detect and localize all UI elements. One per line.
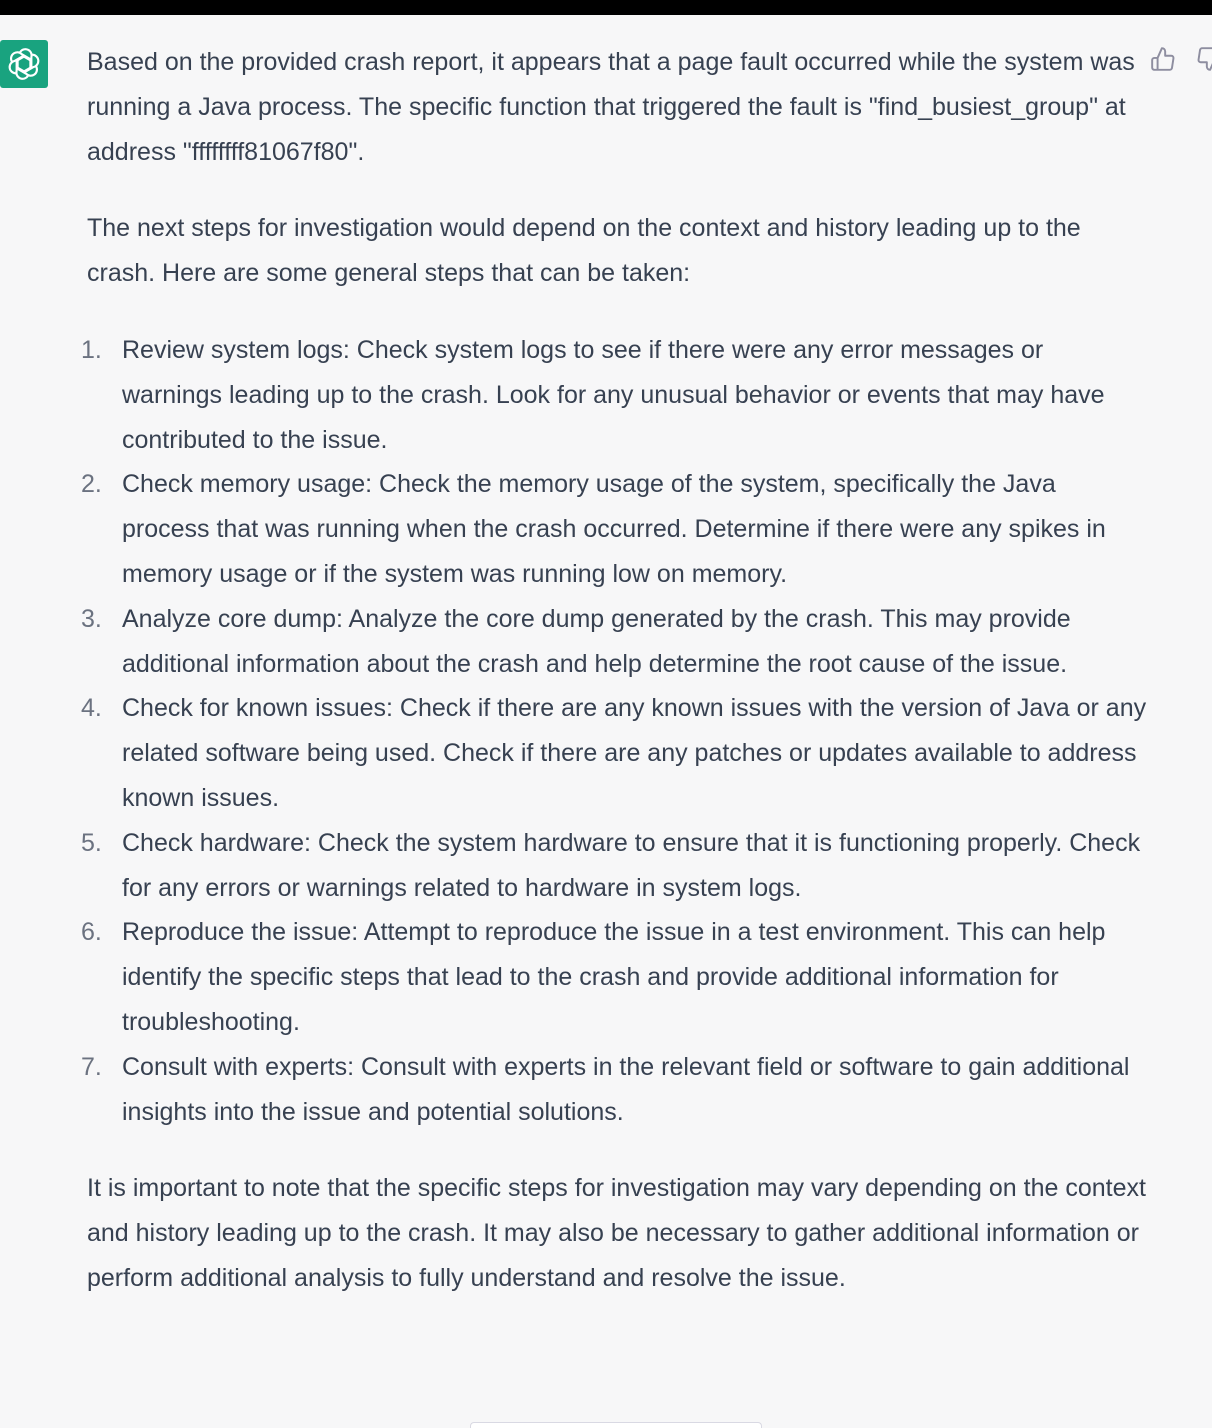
- list-item: [81, 462, 1147, 596]
- list-item-text: Consult with experts: Consult with experts in the relevant field or software to gain additional insights into the issue and potential solutions.: [122, 1052, 1130, 1126]
- list-item: [81, 597, 1147, 687]
- message-lead: The next steps for investigation would depend on the context and history leading up to the crash. Here are some general steps that can be taken:: [87, 214, 1081, 288]
- list-item-text: Reproduce the issue: Attempt to reproduce the issue in a test environment. This can help identify the specific steps that lead to the crash and provide additional information for troubleshooting.: [122, 918, 1106, 1036]
- feedback-buttons: [1148, 44, 1212, 74]
- thumbs-down-button[interactable]: [1194, 44, 1212, 74]
- list-item-number: 2.: [81, 470, 102, 499]
- list-item-number: 5.: [81, 828, 102, 857]
- list-item: [81, 1045, 1147, 1135]
- window-top-bar: [0, 0, 1212, 15]
- list-item-number: 3.: [81, 604, 102, 633]
- list-item: [81, 328, 1147, 462]
- openai-logo-icon: [7, 47, 41, 81]
- list-item-text: Check for known issues: Check if there are any known issues with the version of Java or any related software being used. Check if there are any patches or updates available to address known issues.: [122, 694, 1147, 812]
- list-item: [81, 686, 1147, 820]
- steps-list: [81, 328, 1147, 1134]
- message-conclusion: It is important to note that the specific steps for investigation may vary depending on the context and history leading up to the crash. It may also be necessary to gather additional information or perform additional analysis to fully understand and resolve the issue.: [87, 1174, 1146, 1292]
- list-item-number: 4.: [81, 694, 102, 723]
- list-item-text: Analyze core dump: Analyze the core dump generated by the crash. This may provide additional information about the crash and help determine the root cause of the issue.: [122, 604, 1071, 678]
- list-item-number: 7.: [81, 1052, 102, 1081]
- thumbs-up-icon: [1150, 46, 1176, 72]
- thumbs-down-icon: [1196, 46, 1212, 72]
- message-intro: Based on the provided crash report, it appears that a page fault occurred while the system was running a Java process. The specific function that triggered the fault is "find_busiest_group" at address "ffffffff81067f80".: [87, 48, 1135, 166]
- list-item-text: Check memory usage: Check the memory usage of the system, specifically the Java process that was running when the crash occurred. Determine if there were any spikes in memory usage or if the system was running low on memory.: [122, 470, 1106, 588]
- list-item-text: Check hardware: Check the system hardware to ensure that it is functioning properly. Check for any errors or warnings related to hardware in system logs.: [122, 828, 1141, 902]
- list-item: [81, 821, 1147, 911]
- list-item-number: 6.: [81, 918, 102, 947]
- regenerate-button-edge[interactable]: [470, 1422, 762, 1428]
- list-item-text: Review system logs: Check system logs to see if there were any error messages or warnings leading up to the crash. Look for any unusual behavior or events that may have contributed to the issue.: [122, 335, 1105, 454]
- assistant-avatar: [0, 40, 48, 88]
- list-item: [81, 910, 1147, 1044]
- assistant-message: [81, 40, 1147, 1301]
- list-item-number: 1.: [81, 335, 102, 364]
- thumbs-up-button[interactable]: [1148, 44, 1178, 74]
